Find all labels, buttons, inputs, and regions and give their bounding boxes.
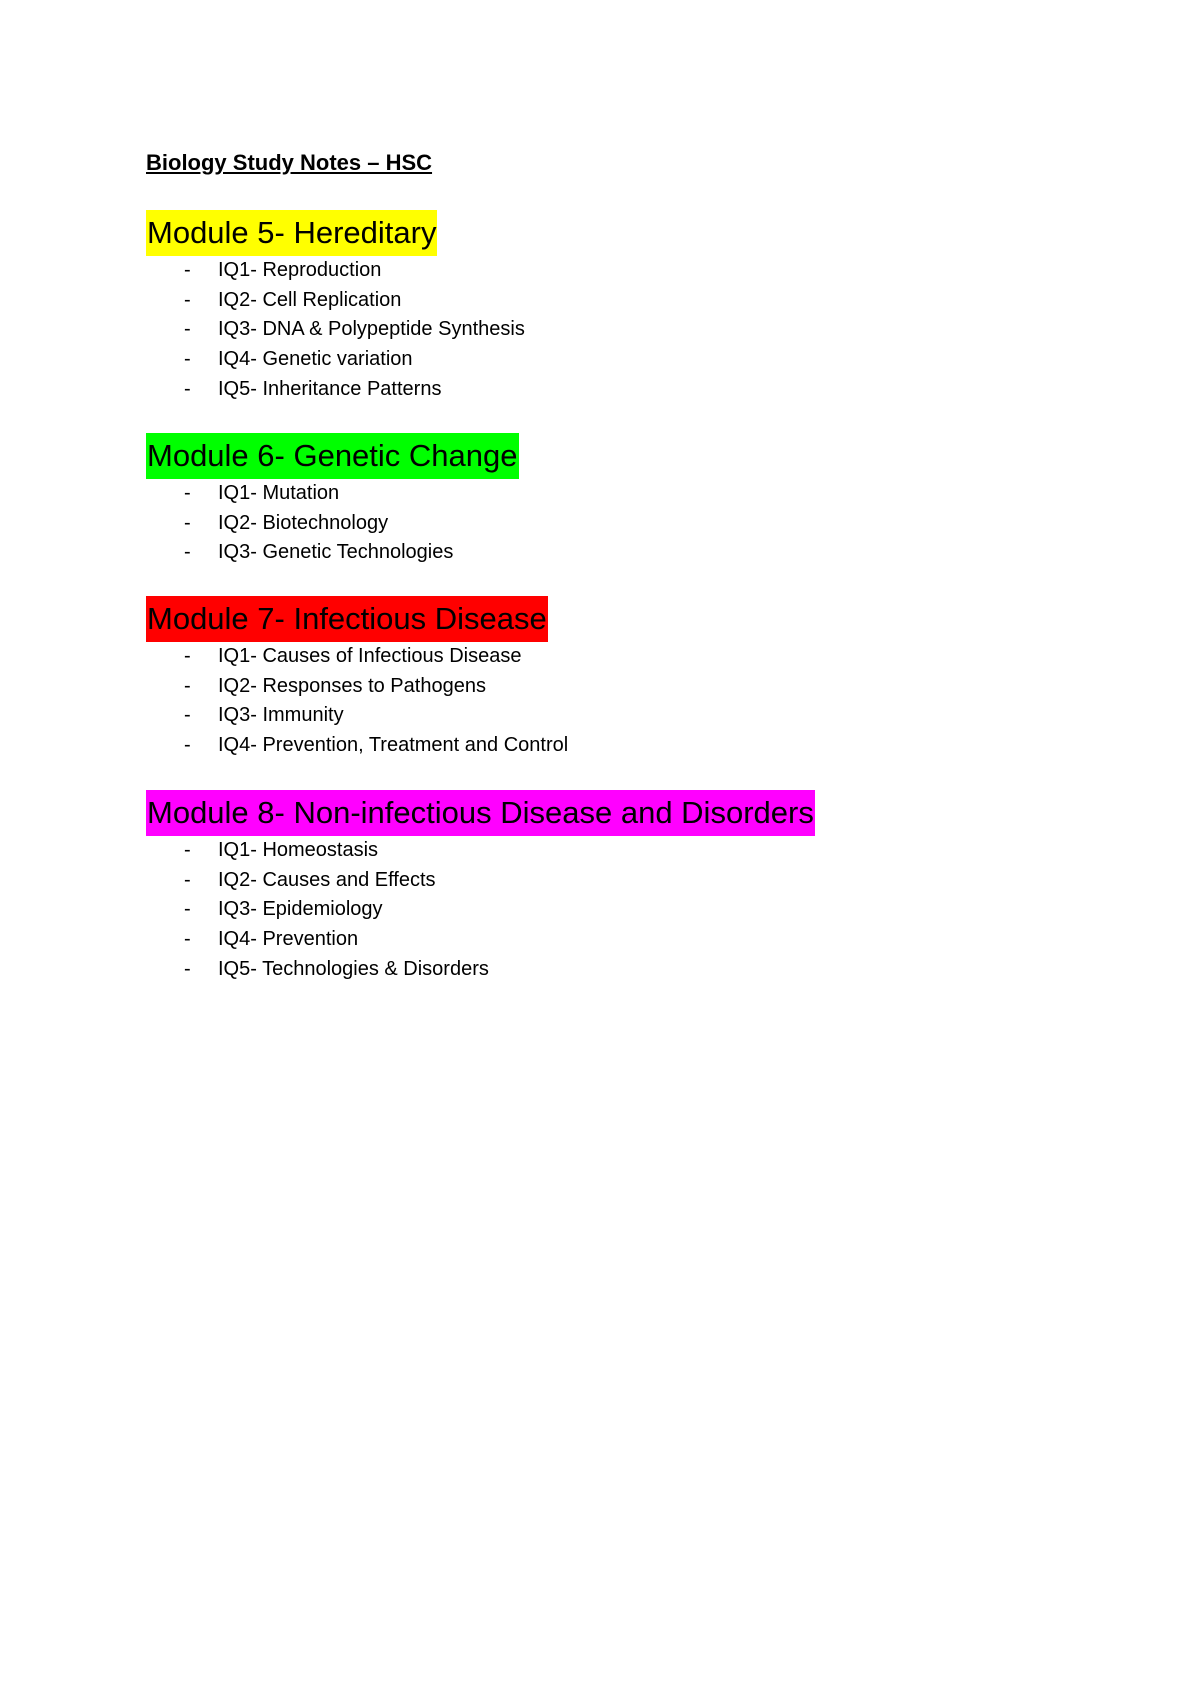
- iq-label: IQ1- Homeostasis: [218, 839, 379, 861]
- bullet-dash: -: [184, 868, 191, 891]
- module-8-iq-list: [146, 836, 815, 984]
- bullet-dash: -: [184, 928, 191, 951]
- document-title: Biology Study Notes – HSC: [146, 150, 433, 175]
- list-item: [146, 509, 519, 539]
- list-item: [146, 256, 437, 286]
- iq-label: IQ1- Mutation: [218, 482, 340, 504]
- iq-label: IQ2- Responses to Pathogens: [218, 674, 486, 697]
- module-5-section: [146, 210, 525, 404]
- bullet-dash: -: [184, 898, 191, 921]
- module-5-iq-list: [146, 256, 525, 404]
- list-item: [146, 836, 815, 866]
- list-item: [146, 479, 519, 509]
- bullet-dash: -: [184, 318, 191, 341]
- list-item: [146, 315, 525, 345]
- iq-label: IQ2- Causes and Effects: [218, 868, 436, 891]
- iq-label: IQ1- Reproduction: [218, 259, 382, 281]
- module-6-heading: Module 6- Genetic Change: [146, 433, 519, 479]
- list-item: [146, 375, 442, 405]
- iq-label: IQ1- Causes of Infectious Disease: [218, 645, 522, 667]
- iq-label: IQ2- Biotechnology: [218, 511, 389, 534]
- bullet-dash: -: [184, 645, 191, 667]
- bullet-dash: -: [184, 674, 191, 697]
- module-6-section: [146, 433, 519, 568]
- iq-label: IQ3- Immunity: [218, 704, 344, 727]
- iq-label: IQ4- Prevention: [218, 928, 359, 951]
- iq-label: IQ3- Genetic Technologies: [218, 541, 454, 564]
- list-item: [146, 731, 569, 761]
- iq-label: IQ4- Genetic variation: [218, 348, 413, 371]
- module-7-heading: Module 7- Infectious Disease: [146, 596, 548, 642]
- list-item: [146, 642, 548, 672]
- module-7-section: [146, 596, 569, 761]
- bullet-dash: -: [184, 288, 191, 311]
- iq-label: IQ3- Epidemiology: [218, 898, 383, 921]
- bullet-dash: -: [184, 541, 191, 564]
- list-item: [146, 538, 519, 568]
- iq-label: IQ4- Prevention, Treatment and Control: [218, 734, 569, 757]
- iq-label: IQ5- Technologies & Disorders: [218, 957, 489, 980]
- bullet-dash: -: [184, 348, 191, 371]
- list-item: [146, 345, 437, 375]
- module-6-iq-list: [146, 479, 519, 568]
- module-8-section: [146, 790, 815, 984]
- bullet-dash: -: [184, 839, 191, 861]
- bullet-dash: -: [184, 511, 191, 534]
- list-item: [146, 895, 815, 925]
- module-8-heading: Module 8- Non-infectious Disease and Disorders: [146, 790, 815, 836]
- list-item: [146, 866, 815, 896]
- module-7-iq-list: [146, 642, 569, 761]
- bullet-dash: -: [184, 734, 191, 757]
- list-item: [146, 701, 548, 731]
- iq-label: IQ2- Cell Replication: [218, 288, 402, 311]
- module-5-heading: Module 5- Hereditary: [146, 210, 437, 256]
- bullet-dash: -: [184, 259, 191, 281]
- bullet-dash: -: [184, 377, 191, 400]
- bullet-dash: -: [184, 482, 191, 504]
- iq-label: IQ3- DNA & Polypeptide Synthesis: [218, 318, 525, 341]
- list-item: [146, 286, 437, 316]
- bullet-dash: -: [184, 704, 191, 727]
- iq-label: IQ5- Inheritance Patterns: [218, 377, 442, 400]
- list-item: [146, 672, 548, 702]
- list-item: [146, 955, 815, 985]
- bullet-dash: -: [184, 957, 191, 980]
- list-item: [146, 925, 815, 955]
